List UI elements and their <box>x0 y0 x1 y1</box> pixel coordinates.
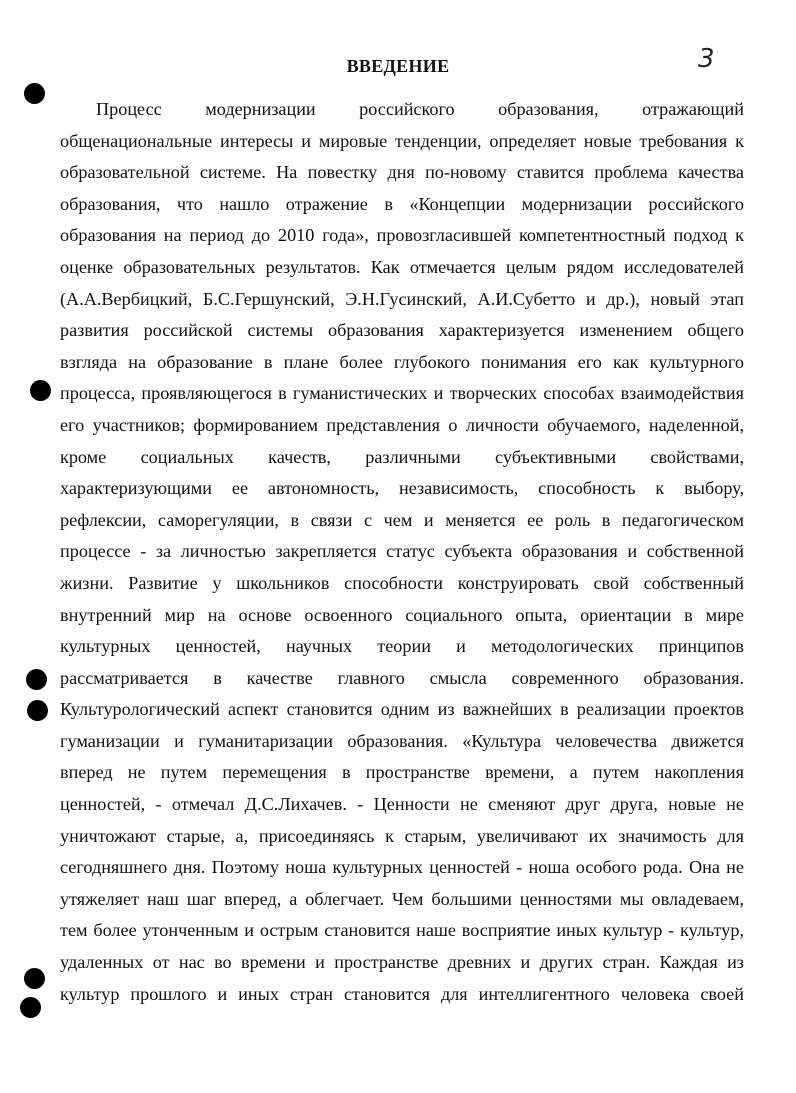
text-line: Процесс модернизации российского образования, отражающий <box>96 99 744 119</box>
text-line: (А.А.Вербицкий, Б.С.Гершунский, Э.Н.Гусинский, А.И.Субетто и др.), новый этап <box>60 288 744 309</box>
text-line: образовательной системе. На повестку дня по-новому ставится проблема качества <box>60 162 744 183</box>
text-line: его участников; формированием представления о личности обучаемого, наделенной, <box>60 414 744 435</box>
text-line: ценностей, - отмечал Д.С.Лихачев. - Ценности не сменяют друг друга, новые не <box>60 794 744 815</box>
punch-hole-mark <box>20 997 41 1018</box>
text-line: развития российской системы образования характеризуется изменением общего <box>60 320 744 341</box>
text-line: взгляда на образование в плане более глубокого понимания его как культурного <box>60 351 744 372</box>
punch-hole-mark <box>30 380 51 401</box>
text-line: Культурологический аспект становится одним из важнейших в реализации проектов <box>60 699 744 720</box>
text-line: образования на период до 2010 года», провозгласившей компетентностный подход к <box>60 225 744 246</box>
text-line: жизни. Развитие у школьников способности конструировать свой собственный <box>60 572 744 593</box>
punch-hole-mark <box>27 700 48 721</box>
text-line: вперед не путем перемещения в пространстве времени, а путем накопления <box>60 762 744 783</box>
page-number: 3 <box>698 44 715 74</box>
page-title: ВВЕДЕНИЕ <box>346 56 450 76</box>
text-line: рефлексии, саморегуляции, в связи с чем и меняется ее роль в педагогическом <box>60 509 744 530</box>
text-line: сегодняшнего дня. Поэтому ноша культурных ценностей - ноша особого рода. Она не <box>60 857 744 878</box>
text-line: тем более утонченным и острым становится наше восприятие иных культур - культур, <box>60 920 744 941</box>
punch-hole-mark <box>24 968 45 989</box>
body-text <box>60 94 744 1010</box>
text-line: оценке образовательных результатов. Как отмечается целым рядом исследователей <box>60 256 744 277</box>
text-line: внутренний мир на основе освоенного социального опыта, ориентации в мире <box>60 604 744 625</box>
text-line: кроме социальных качеств, различными субъективными свойствами, <box>60 446 744 467</box>
text-line: удаленных от нас во времени и пространстве древних и других стран. Каждая из <box>60 952 744 973</box>
text-line: культурных ценностей, научных теории и методологических принципов <box>60 636 744 657</box>
punch-hole-mark <box>24 83 45 104</box>
text-line: процесса, проявляющегося в гуманистических и творческих способах взаимодействия <box>60 383 744 404</box>
punch-hole-mark <box>26 669 47 690</box>
text-line: культур прошлого и иных стран становится для интеллигентного человека своей <box>60 983 744 1004</box>
text-line: уничтожают старые, а, присоединяясь к старым, увеличивают их значимость для <box>60 825 744 846</box>
text-line: рассматривается в качестве главного смысла современного образования. <box>60 667 744 688</box>
text-line: процессе - за личностью закрепляется статус субъекта образования и собственной <box>60 541 744 562</box>
text-line: утяжеляет наш шаг вперед, а облегчает. Чем большими ценностями мы овладеваем, <box>60 888 744 909</box>
text-line: общенациональные интересы и мировые тенденции, определяет новые требования к <box>60 130 744 151</box>
text-line: образования, что нашло отражение в «Концепции модернизации российского <box>60 193 744 214</box>
text-line: характеризующими ее автономность, независимость, способность к выбору, <box>60 478 744 499</box>
text-line: гуманизации и гуманитаризации образования. «Культура человечества движется <box>60 730 744 751</box>
